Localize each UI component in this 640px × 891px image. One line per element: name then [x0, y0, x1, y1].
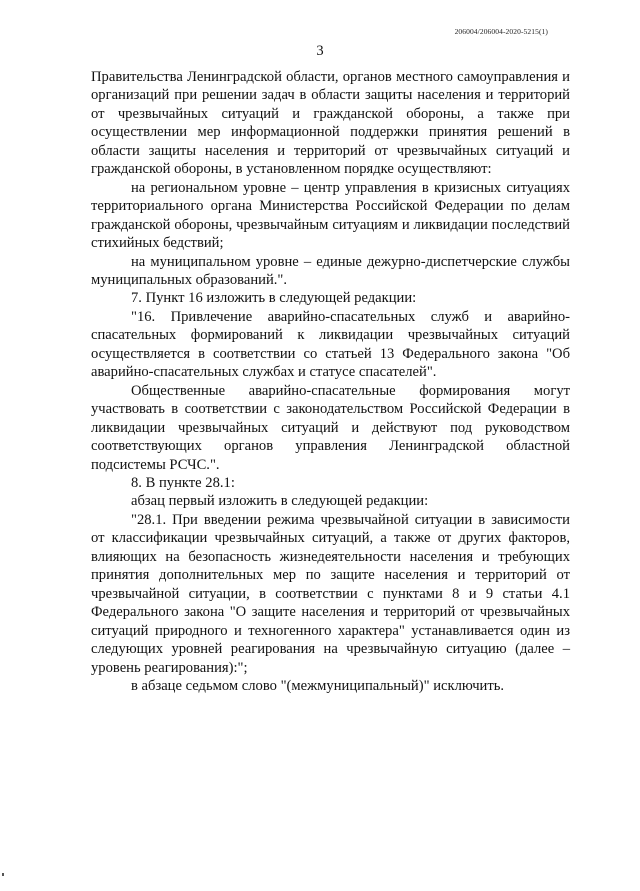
paragraph: 7. Пункт 16 изложить в следующей редакции:	[131, 290, 417, 307]
paragraph: "16. Привлечение аварийно-спасательных служб и аварийно-спасательных формирований к ликвидации чрезвычайных ситуаций осуществляется в соответствии со статьей 13 Федерального закона "Об аварийно-спасательных службах и статусе спасателей".	[91, 308, 570, 381]
paragraph: "28.1. При введении режима чрезвычайной ситуации в зависимости от классификации чрезвычайных ситуаций, а также от других факторов, влияющих на безопасность жизнедеятельности населения и требующих принятия дополнительных мер по защите населения и территорий от чрезвычайной ситуации, в соответствии с пунктами 8 и 9 статьи 4.1 Федерального закона "О защите населения и территорий от чрезвычайных ситуаций природного и техногенного характера" устанавливается один из следующих уровней реагирования на чрезвычайную ситуацию (далее – уровень реагирования):";	[91, 511, 570, 676]
paragraph: в абзаце седьмом слово "(межмуниципальный)" исключить.	[131, 677, 505, 694]
paragraph: Правительства Ленинградской области, органов местного самоуправления и организаций при решении задач в области защиты населения и территорий от чрезвычайных ситуаций и гражданской обороны, а также при осуществлении мер информационной поддержки принятия решений в области защиты населения и территорий от чрезвычайных ситуаций и гражданской обороны, в установленном порядке осуществляют:	[91, 69, 570, 178]
document-code: 206004/206004-2020-5215(1)	[454, 27, 548, 36]
paragraph: абзац первый изложить в следующей редакции:	[131, 493, 429, 510]
paragraph: Общественные аварийно-спасательные формирования могут участвовать в соответствии с законодательством Российской Федерации в ликвидации чрезвычайных ситуаций и действуют под руководством соответствующих органов управления Ленинградской областной подсистемы РСЧС.".	[91, 382, 570, 473]
paragraph: на региональном уровне – центр управления в кризисных ситуациях территориального органа Министерства Российской Федерации по делам гражданской обороны, чрезвычайным ситуациям и ликвидации последствий стихийных бедствий;	[91, 179, 570, 252]
paragraph: на муниципальном уровне – единые дежурно-диспетчерские службы муниципальных образований.".	[91, 253, 570, 288]
document-body	[91, 68, 570, 695]
paragraph: 8. В пункте 28.1:	[131, 474, 235, 491]
page-number: 3	[316, 43, 324, 59]
scan-mark	[2, 873, 4, 876]
